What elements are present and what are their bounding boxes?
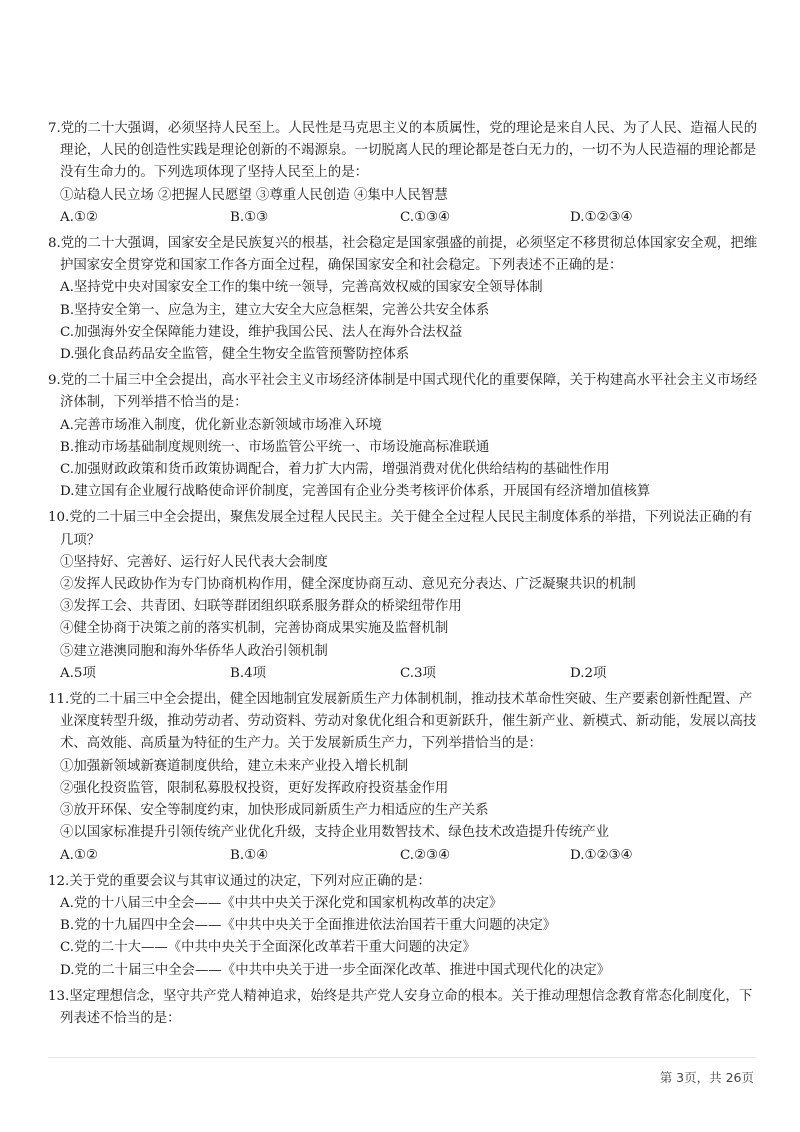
answer-option: C.②③④ [400, 847, 451, 863]
question-item: D.强化食品药品安全监管，健全生物安全监管预警防控体系 [60, 347, 410, 363]
question-item: ⑤建立港澳同胞和海外华侨华人政治引领机制 [60, 643, 328, 659]
question-item: ③放开环保、安全等制度约束，加快形成同新质生产力相适应的生产关系 [60, 803, 489, 819]
answer-options [48, 845, 760, 867]
answer-option: D.①②③④ [570, 209, 633, 225]
question-item: C.加强财政政策和货币政策协调配合，着力扩大内需，增强消费对优化供给结构的基础性作用 [60, 462, 610, 478]
question-item: ②发挥人民政协作为专门协商机构作用，健全深度协商互动、意见充分表达、广泛凝聚共识的机制 [60, 577, 636, 593]
question-item: A.坚持党中央对国家安全工作的集中统一领导，完善高效权威的国家安全领导体制 [60, 280, 543, 296]
answer-option: C.①③④ [400, 209, 451, 225]
question-stem: 11.党的二十届三中全会提出，健全因地制宜发展新质生产力体制机制，推动技术革命性突破、生产要素创新性配置、产业深度转型升级，推动劳动者、劳动资料、劳动对象优化组合和更新跃升，催生新产业、新模式、新动能，发展以高技术、高效能、高质量为特征的生产力。关于发展新质生产力，下列举措恰当的是： [48, 692, 757, 752]
question-item: ④以国家标准提升引领传统产业优化升级，支持企业用数智技术、绿色技术改造提升传统产业 [60, 825, 610, 841]
question-item: ①坚持好、完善好、运行好人民代表大会制度 [60, 554, 328, 570]
question-stem: 7.党的二十大强调，必须坚持人民至上。人民性是马克思主义的本质属性，党的理论是来自人民、为了人民、造福人民的理论，人民的创造性实践是理论创新的不竭源泉。一切脱离人民的理论都是苍白无力的，一切不为人民造福的理论都是没有生命力的。下列选项体现了坚持人民至上的是： [48, 121, 758, 181]
question-item: ②强化投资监管，限制私募股权投资，更好发挥政府投资基金作用 [60, 780, 449, 796]
question-block [48, 689, 760, 867]
question-item: ④健全协商于决策之前的落实机制，完善协商成果实施及监督机制 [60, 621, 449, 637]
question-stem: 9.党的二十届三中全会提出，高水平社会主义市场经济体制是中国式现代化的重要保障，关于构建高水平社会主义市场经济体制，下列举措不恰当的是： [48, 373, 758, 411]
question-item: A.完善市场准入制度，优化新业态新领域市场准入环境 [60, 417, 382, 433]
answer-option: B.4项 [230, 665, 267, 681]
question-item: ①加强新领域新赛道制度供给，建立未来产业投入增长机制 [60, 758, 409, 774]
question-block [48, 233, 760, 366]
answer-option: D.①②③④ [570, 847, 633, 863]
question-block [48, 370, 760, 503]
question-item: C.党的二十大——《中共中央关于全面深化改革若干重大问题的决定》 [60, 940, 476, 956]
question-stem: 8.党的二十大强调，国家安全是民族复兴的根基，社会稳定是国家强盛的前提，必须坚定不移贯彻总体国家安全观，把维护国家安全贯穿党和国家工作各方面全过程，确保国家安全和社会稳定。下列表述不正确的是： [48, 236, 758, 274]
answer-option: D.2项 [570, 665, 607, 681]
question-stem: 12.关于党的重要会议与其审议通过的决定，下列对应正确的是： [48, 873, 431, 889]
answer-options [48, 663, 760, 685]
answer-option: B.①④ [230, 847, 269, 863]
question-item: ③发挥工会、共青团、妇联等群团组织联系服务群众的桥梁纽带作用 [60, 599, 462, 615]
question-block [48, 986, 760, 1030]
question-stem: 13.坚定理想信念，坚守共产党人精神追求，始终是共产党人安身立命的根本。关于推动理想信念教育常态化制度化，下列表述不恰当的是： [48, 988, 753, 1026]
question-item: D.党的二十届三中全会——《中共中央关于进一步全面深化改革、推进中国式现代化的决定》 [60, 962, 611, 978]
answer-options [48, 207, 760, 229]
question-block [48, 118, 760, 229]
answer-option: A.①② [60, 209, 98, 225]
question-item: C.加强海外安全保障能力建设，维护我国公民、法人在海外合法权益 [60, 324, 463, 340]
answer-option: A.①② [60, 847, 98, 863]
answer-option: B.①③ [230, 209, 269, 225]
page-number: 第 3页，共 26页 [659, 1070, 754, 1085]
question-item: ①站稳人民立场 ②把握人民愿望 ③尊重人民创造 ④集中人民智慧 [60, 187, 448, 203]
question-item: D.建立国有企业履行战略使命评价制度，完善国有企业分类考核评价体系，开展国有经济增加值核算 [60, 484, 651, 500]
question-stem: 10.党的二十届三中全会提出，聚焦发展全过程人民民主。关于健全全过程人民民主制度体系的举措，下列说法正确的有几项？ [48, 510, 753, 548]
question-block [48, 507, 760, 685]
question-list [48, 118, 760, 1034]
answer-option: C.3项 [400, 665, 436, 681]
question-block [48, 871, 760, 982]
question-item: B.党的十九届四中全会——《中共中央关于全面推进依法治国若干重大问题的决定》 [60, 918, 557, 934]
question-item: B.坚持安全第一、应急为主，建立大安全大应急框架，完善公共安全体系 [60, 302, 490, 318]
answer-option: A.5项 [60, 665, 96, 681]
footer-divider [48, 1057, 756, 1058]
question-item: A.党的十八届三中全会——《中共中央关于深化党和国家机构改革的决定》 [60, 895, 503, 911]
question-item: B.推动市场基础制度规则统一、市场监管公平统一、市场设施高标准联通 [60, 439, 490, 455]
